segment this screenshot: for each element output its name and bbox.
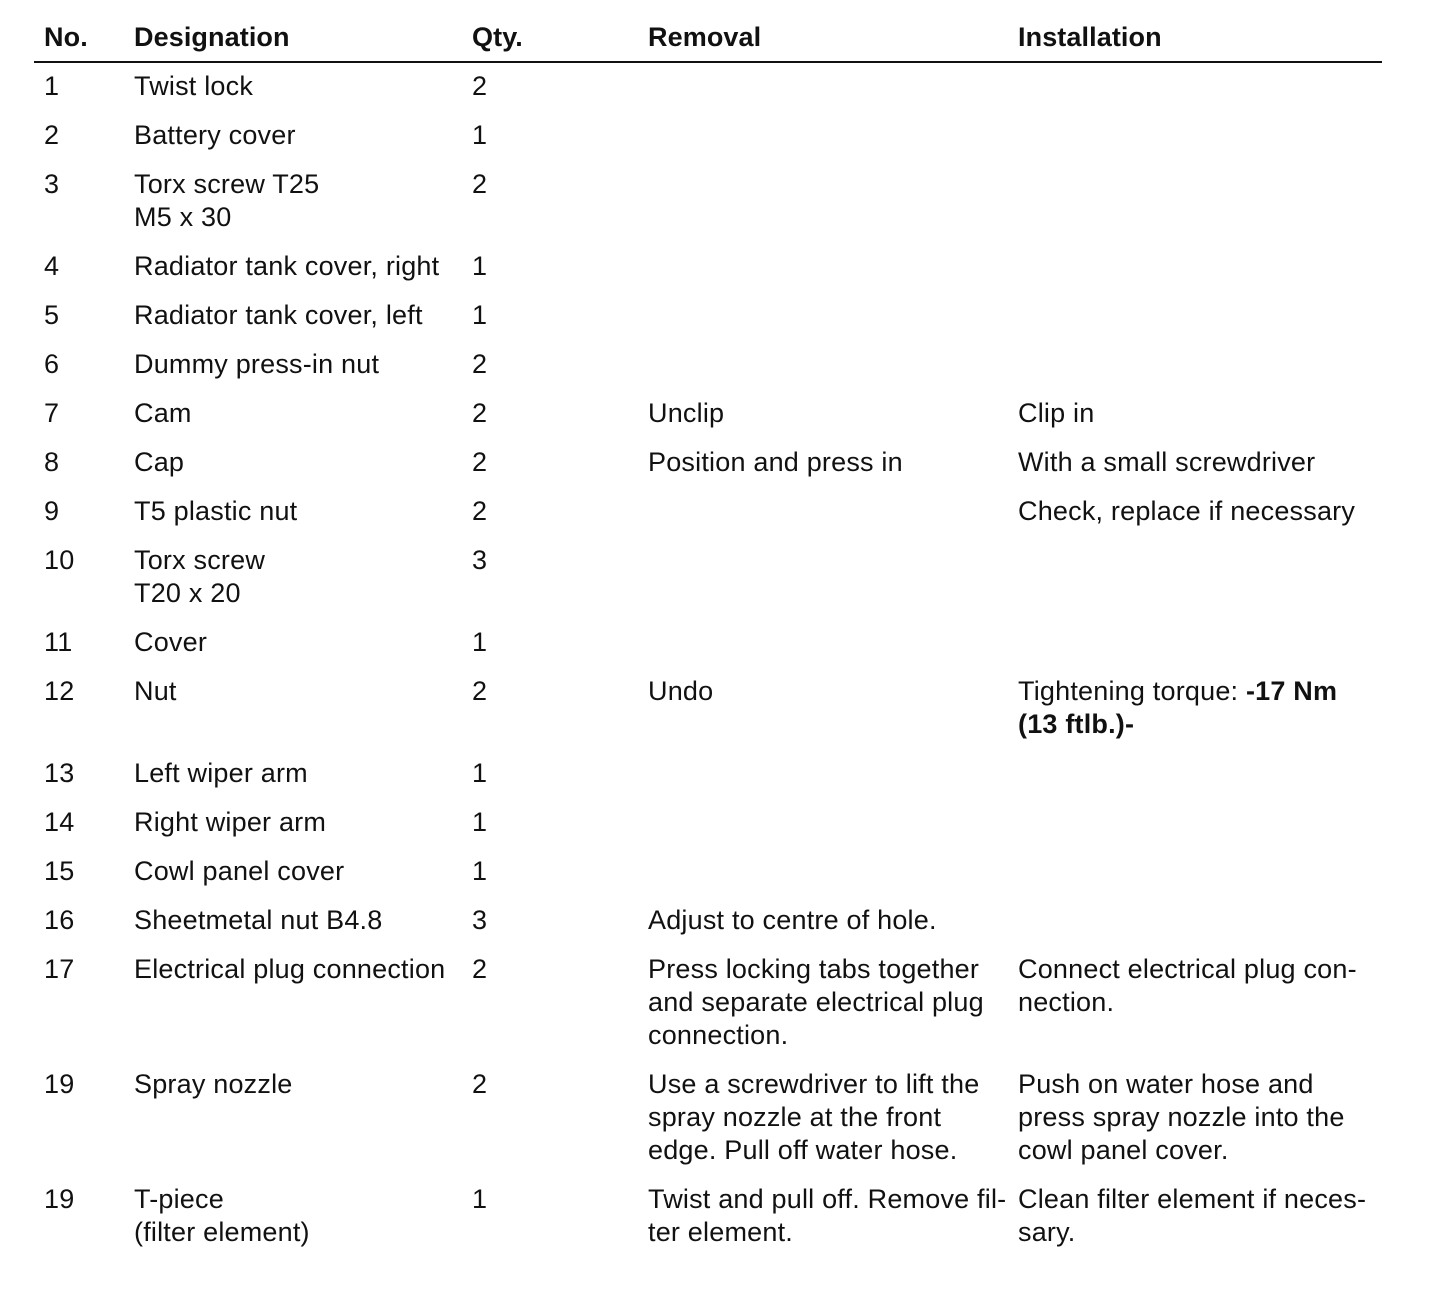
cell-qty: 2: [472, 954, 488, 984]
cell-qty: 2: [472, 349, 488, 379]
header-designation: Designation: [134, 18, 472, 62]
cell-installation: Push on water hose and press spray nozzle into the cowl panel cover.: [1018, 1069, 1345, 1165]
cell-no: 3: [44, 169, 60, 199]
cell-qty: 2: [472, 169, 488, 199]
table-row: [34, 849, 1382, 898]
cell-no: 11: [44, 627, 73, 657]
cell-designation: Torx screw T25 M5 x 30: [134, 169, 320, 232]
table-row: [34, 751, 1382, 800]
cell-qty: 1: [472, 300, 488, 330]
cell-removal: [648, 244, 1018, 293]
cell-removal: [648, 293, 1018, 342]
cell-no: 1: [44, 71, 60, 101]
table-row: [34, 440, 1382, 489]
table-row: [34, 669, 1382, 751]
cell-qty: 2: [472, 676, 488, 706]
cell-qty: 2: [472, 398, 488, 428]
cell-no: 17: [44, 954, 75, 984]
cell-qty: 1: [472, 758, 488, 788]
cell-designation: Spray nozzle: [134, 1069, 293, 1099]
cell-designation: Battery cover: [134, 120, 296, 150]
cell-removal: Twist and pull off. Remove fil- ter element.: [648, 1184, 1007, 1247]
table-row: [34, 113, 1382, 162]
cell-qty: 3: [472, 545, 488, 575]
cell-removal: Undo: [648, 676, 714, 706]
cell-removal: [648, 800, 1018, 849]
table-row: [34, 620, 1382, 669]
cell-removal: [648, 113, 1018, 162]
cell-installation: [1018, 293, 1382, 342]
cell-removal: Use a screwdriver to lift the spray nozzle at the front edge. Pull off water hose.: [648, 1069, 980, 1165]
cell-no: 4: [44, 251, 60, 281]
cell-no: 5: [44, 300, 60, 330]
header-qty: Qty.: [472, 18, 648, 62]
table-row: [34, 800, 1382, 849]
cell-qty: 2: [472, 496, 488, 526]
table-row: [34, 1177, 1382, 1259]
cell-no: 9: [44, 496, 60, 526]
cell-designation: Cam: [134, 398, 192, 428]
cell-no: 7: [44, 398, 60, 428]
table-row: [34, 1062, 1382, 1177]
cell-qty: 3: [472, 905, 488, 935]
cell-no: 12: [44, 676, 75, 706]
cell-designation: Right wiper arm: [134, 807, 327, 837]
cell-qty: 1: [472, 1184, 488, 1214]
cell-removal: [648, 489, 1018, 538]
cell-installation: [1018, 113, 1382, 162]
cell-installation: Clip in: [1018, 398, 1095, 428]
table-row: [34, 162, 1382, 244]
parts-document: [34, 18, 1382, 1259]
cell-designation: Cowl panel cover: [134, 856, 345, 886]
cell-removal: Adjust to centre of hole.: [648, 905, 937, 935]
table-header: [34, 18, 1382, 62]
cell-designation: Twist lock: [134, 71, 254, 101]
table-row: [34, 898, 1382, 947]
header-no: No.: [34, 18, 134, 62]
parts-table: [34, 18, 1382, 1259]
cell-no: 8: [44, 447, 60, 477]
table-row: [34, 293, 1382, 342]
cell-removal: [648, 342, 1018, 391]
cell-qty: 2: [472, 447, 488, 477]
table-row: [34, 538, 1382, 620]
cell-no: 16: [44, 905, 75, 935]
cell-qty: 2: [472, 1069, 488, 1099]
cell-designation: Sheetmetal nut B4.8: [134, 905, 383, 935]
cell-removal: [648, 620, 1018, 669]
cell-qty: 1: [472, 807, 488, 837]
cell-installation: [1018, 620, 1382, 669]
cell-installation: [1018, 898, 1382, 947]
cell-removal: Position and press in: [648, 447, 903, 477]
cell-designation: Radiator tank cover, right: [134, 251, 440, 281]
cell-designation: Cover: [134, 627, 208, 657]
cell-qty: 1: [472, 251, 488, 281]
cell-designation: Torx screw T20 x 20: [134, 545, 266, 608]
cell-installation: [1018, 538, 1382, 620]
cell-no: 10: [44, 545, 75, 575]
cell-no: 2: [44, 120, 60, 150]
cell-removal: [648, 849, 1018, 898]
cell-installation: [1018, 800, 1382, 849]
cell-installation: [1018, 849, 1382, 898]
cell-qty: 2: [472, 71, 488, 101]
cell-designation: Left wiper arm: [134, 758, 308, 788]
cell-installation: Clean filter element if neces- sary.: [1018, 1184, 1367, 1247]
table-row: [34, 244, 1382, 293]
cell-no: 15: [44, 856, 75, 886]
torque-label: Tightening torque:: [1018, 676, 1246, 706]
table-row: [34, 489, 1382, 538]
cell-installation: [1018, 342, 1382, 391]
cell-removal: [648, 751, 1018, 800]
cell-designation: T-piece (filter element): [134, 1184, 310, 1247]
cell-installation: [1018, 751, 1382, 800]
cell-installation: Check, replace if necessary: [1018, 496, 1356, 526]
cell-removal: [648, 62, 1018, 113]
cell-qty: 1: [472, 120, 488, 150]
cell-installation: With a small screwdriver: [1018, 447, 1316, 477]
cell-installation: Connect electrical plug con- nection.: [1018, 954, 1357, 1017]
cell-no: 19: [44, 1069, 75, 1099]
header-row: [34, 18, 1382, 62]
cell-no: 6: [44, 349, 60, 379]
cell-designation: T5 plastic nut: [134, 496, 298, 526]
header-installation: Installation: [1018, 18, 1382, 62]
cell-installation: [1018, 162, 1382, 244]
cell-designation: Cap: [134, 447, 185, 477]
cell-removal: Unclip: [648, 398, 725, 428]
cell-qty: 1: [472, 627, 488, 657]
table-row: [34, 391, 1382, 440]
torque-value: -17 Nm (13 ftlb.)-: [1018, 676, 1338, 739]
header-removal: Removal: [648, 18, 1018, 62]
cell-designation: Dummy press-in nut: [134, 349, 380, 379]
table-row: [34, 62, 1382, 113]
table-body: [34, 62, 1382, 1259]
cell-installation: [1018, 62, 1382, 113]
cell-installation: [1018, 244, 1382, 293]
cell-removal: [648, 538, 1018, 620]
cell-removal: Press locking tabs together and separate electrical plug connection.: [648, 954, 984, 1050]
cell-designation: Radiator tank cover, left: [134, 300, 423, 330]
cell-installation: [1018, 669, 1382, 751]
cell-no: 13: [44, 758, 75, 788]
table-row: [34, 342, 1382, 391]
table-row: [34, 947, 1382, 1062]
cell-removal: [648, 162, 1018, 244]
cell-no: 14: [44, 807, 75, 837]
cell-designation: Nut: [134, 676, 177, 706]
cell-no: 19: [44, 1184, 75, 1214]
cell-qty: 1: [472, 856, 488, 886]
cell-designation: Electrical plug connection: [134, 954, 446, 984]
